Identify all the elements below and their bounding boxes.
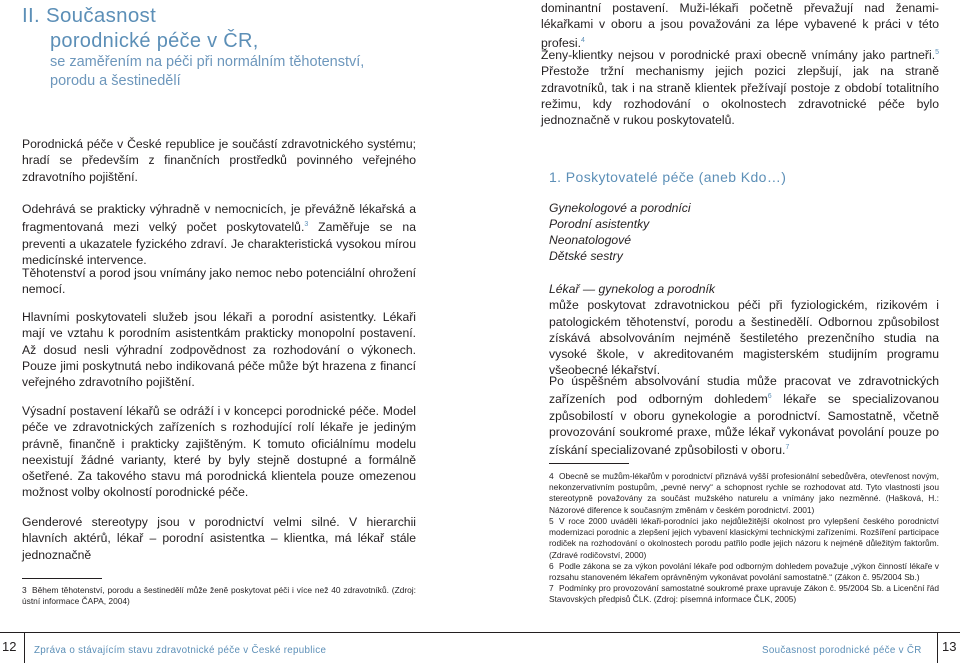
footnote-3-number: 3 xyxy=(22,585,27,595)
page-number-right: 13 xyxy=(942,639,957,654)
right-paragraph-4 xyxy=(549,373,939,459)
footnote-3-text: Během těhotenství, porodu a šestinedělí může ženě poskytovat péči i více než 40 zdravotníků. (Zdroj: ústní informace ČAPA, 2004) xyxy=(22,585,416,607)
left-paragraph-6: Genderové stereotypy jsou v porodnictví velmi silné. V hierarchii hlavních aktérů, lékař – porodní asistentka – klientka, má lékař stále jednoznačně xyxy=(22,515,416,562)
lekar-paragraph xyxy=(549,281,939,379)
footnote-4-text: Obecně se mužům-lékařům v porodnictví přiznává vyšší profesionální sebedůvěra, otevřenost novým, nekonzervativním postupům, „pevné nervy“ a schopnost rychle se rozhodovat atd. Tyto vlastnosti jsou stereotypně považovány za součást mužského naturelu a vnímány jako nezměnné. (Hašková, H.: Názorové diference k současným změnám v českém porodnictví. 2001) xyxy=(549,471,939,515)
lekar-text: může poskytovat zdravotnickou péči při fyziologickém, rizikovém i patologickém těhotenství, porodu a šestinedělí. Odbornou způsobilost získává absolvováním nejméně šestiletého prezenčního studia na vysoké škole, v akreditovaném magisterském studijním programu všeobecné lékařství. xyxy=(549,298,939,378)
right-paragraph-1 xyxy=(541,0,939,51)
right-paragraph-4-text-a: Po úspěšném absolvování studia může pracovat ve zdravotnických zařízeních pod odborným dohledem xyxy=(549,374,939,407)
provider-item-2: Porodní asistentky xyxy=(549,217,650,231)
footnote-6-text: Podle zákona se za výkon povolání lékaře pod odborným dohledem považuje „výkon činností lékaře v rozsahu stanoveném lékařem oprávněným vykonávat povolání samostatně.“ (Zákon č. 95/2004 Sb.) xyxy=(549,561,939,583)
footnote-6 xyxy=(549,561,939,583)
footnote-7 xyxy=(549,583,939,605)
right-footnote-rule xyxy=(549,463,629,464)
right-paragraph-2-text-a: Ženy-klientky nejsou v porodnické praxi obecně vnímány jako partneři. xyxy=(541,48,936,63)
page-divider-right xyxy=(937,632,938,663)
left-paragraph-3: Těhotenství a porod jsou vnímány jako nemoc nebo potenciální ohrožení nemocí. xyxy=(22,266,416,297)
footnote-ref-4: 4 xyxy=(580,36,585,44)
right-paragraph-4-text-b: lékaře se specializovanou způsobilostí v oboru gynekologie a porodnictví. Samostatně, včetně provozování soukromé praxe, může lékař vykonávat povolání pouze po získání specializované způsobilosti v oboru. xyxy=(549,392,939,458)
lekar-title: Lékař — gynekolog a porodník xyxy=(549,282,715,296)
left-paragraph-5: Výsadní postavení lékařů se odráží i v koncepci porodnické péče. Model péče ve zdravotnických zařízeních s rozhodující rolí lékaře je jediným právně, finančně i prakticky zajištěným. K tomuto oficiálnímu modelu neexistují žádné varianty, které by byly stejně dostupné a formálně ošetřené. Za takového stavu má porodnická klientela pouze omezenou možnost volby okolností porodnické péče. xyxy=(22,404,416,500)
footnote-5-number: 5 xyxy=(549,516,554,526)
right-paragraph-2-text-b: Přestože tržní mechanismy jejich pozici zlepšují, jak na straně zdravotníků, tak i na straně klientek přežívají postoje z období totalitního režimu, kdy rozhodování o okolnostech zdravotnické péče bylo jednoznačně v rukou poskytovatelů. xyxy=(541,64,939,128)
page-divider-left xyxy=(24,632,25,663)
provider-item-4: Dětské sestry xyxy=(549,249,623,263)
provider-item-3: Neonatologové xyxy=(549,233,631,247)
chapter-title-line1: II. Současnost xyxy=(22,4,157,27)
footnote-5 xyxy=(549,516,939,561)
left-paragraph-2 xyxy=(22,201,416,268)
chapter-subtitle-line1: se zaměřením na péči při normálním těhotenství, xyxy=(50,54,365,70)
right-paragraph-2 xyxy=(541,45,939,129)
left-paragraph-4: Hlavními poskytovateli služeb jsou lékaři a porodní asistentky. Lékaři mají ve vztahu k porodním asistentkám prakticky monopolní postavení. Až dosud nesli výhradní zodpovědnost za rozhodování o výkonech. Pouze jimi poskytnutá nebo indikovaná péče může být hrazena z financí veřejného zdravotního pojištění. xyxy=(22,310,416,390)
chapter-title-line2: porodnické péče v ČR, xyxy=(50,30,259,52)
section-heading: 1. Poskytovatelé péče (aneb Kdo…) xyxy=(549,169,787,185)
footnote-4 xyxy=(549,471,939,516)
footnote-ref-7: 7 xyxy=(785,444,790,452)
footnote-7-text: Podmínky pro provozování samostatné soukromé praxe upravuje Zákon č. 95/2004 Sb. a Licenční řád Stavovských předpisů ČLK. (Zdroj: písemná informace ČLK, 2005) xyxy=(549,583,939,605)
footnote-7-number: 7 xyxy=(549,583,554,593)
left-paragraph-1: Porodnická péče v České republice je součástí zdravotnického systému; hradí se především z finančních prostředků povinného veřejného zdravotního pojištění. xyxy=(22,137,416,184)
footer-text-left: Zpráva o stávajícím stavu zdravotnické péče v České republice xyxy=(34,645,327,656)
footnote-ref-3: 3 xyxy=(304,221,309,229)
footnote-4-number: 4 xyxy=(549,471,554,481)
chapter-subtitle-line2: porodu a šestinedělí xyxy=(50,73,181,89)
page-number-left: 12 xyxy=(2,639,17,654)
footer-text-right: Současnost porodnické péče v ČR xyxy=(762,645,922,656)
left-paragraph-2-text-b: Zaměřuje se na preventi a ukazatele fyzického zdraví. Je charakteristická vysokou mírou medicínské intervence. xyxy=(22,220,416,267)
footnote-6-number: 6 xyxy=(549,561,554,571)
right-paragraph-1-text: dominantní postavení. Muži-lékaři početně převažují nad ženami-lékařkami v oboru a jsou považováni za lépe vybavené k práci v této profesi. xyxy=(541,1,939,50)
footnote-ref-5: 5 xyxy=(935,49,939,56)
footnote-3 xyxy=(22,585,416,607)
left-paragraph-2-text-a: Odehrává se prakticky výhradně v nemocnicích, je převážně lékařská a fragmentovaná mezi velký počet poskytovatelů. xyxy=(22,202,416,235)
footer-rule xyxy=(0,632,960,633)
provider-item-1: Gynekologové a porodníci xyxy=(549,201,691,215)
left-footnote-rule xyxy=(22,578,102,579)
footnote-ref-6: 6 xyxy=(767,393,772,401)
footnote-5-text: V roce 2000 uváděli lékaři-porodníci jako nejdůležitější okolnost pro vylepšení českého porodnictví modernizaci porodnic a zlepšení jejich vybavení klasickými technickými zařízeními. Rozšíření participace rodiček na rozhodování o okolnostech porodu patřilo podle jejich názoru k nejméně důležitým faktorům. (Zdravé rodičovství, 2000) xyxy=(549,516,939,560)
